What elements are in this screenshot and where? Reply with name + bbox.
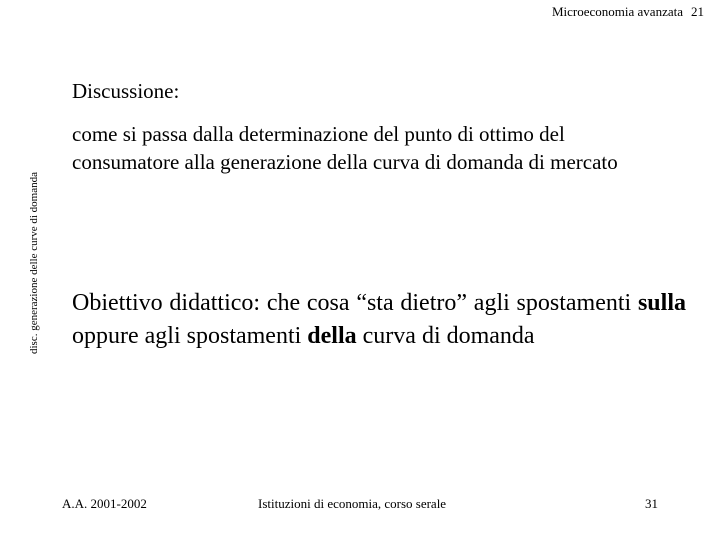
- slide-header: [552, 4, 704, 20]
- objective-paragraph: [72, 287, 686, 353]
- footer-slide-number: 31: [645, 496, 658, 511]
- objective-bold-della: della: [307, 323, 357, 349]
- objective-text-1: Obiettivo didattico: che cosa “sta dietro” agli spostamenti: [72, 290, 638, 316]
- objective-text-3: curva di domanda: [356, 323, 535, 349]
- vertical-side-label: disc. generazione delle curve di domanda: [28, 171, 40, 355]
- objective-bold-sulla: sulla: [637, 290, 686, 316]
- course-title: Microeconomia avanzata: [551, 4, 683, 19]
- footer-course-info: Istituzioni di economia, corso serale: [258, 496, 447, 511]
- section-heading: Discussione:: [72, 79, 180, 103]
- header-page-number: 21: [691, 4, 704, 19]
- footer-academic-year: A.A. 2001-2002: [62, 496, 147, 511]
- objective-text-2: oppure agli spostamenti: [72, 323, 308, 349]
- discussion-paragraph: come si passa dalla determinazione del punto di ottimo del consumatore alla generazione della curva di domanda di mercato: [72, 122, 618, 174]
